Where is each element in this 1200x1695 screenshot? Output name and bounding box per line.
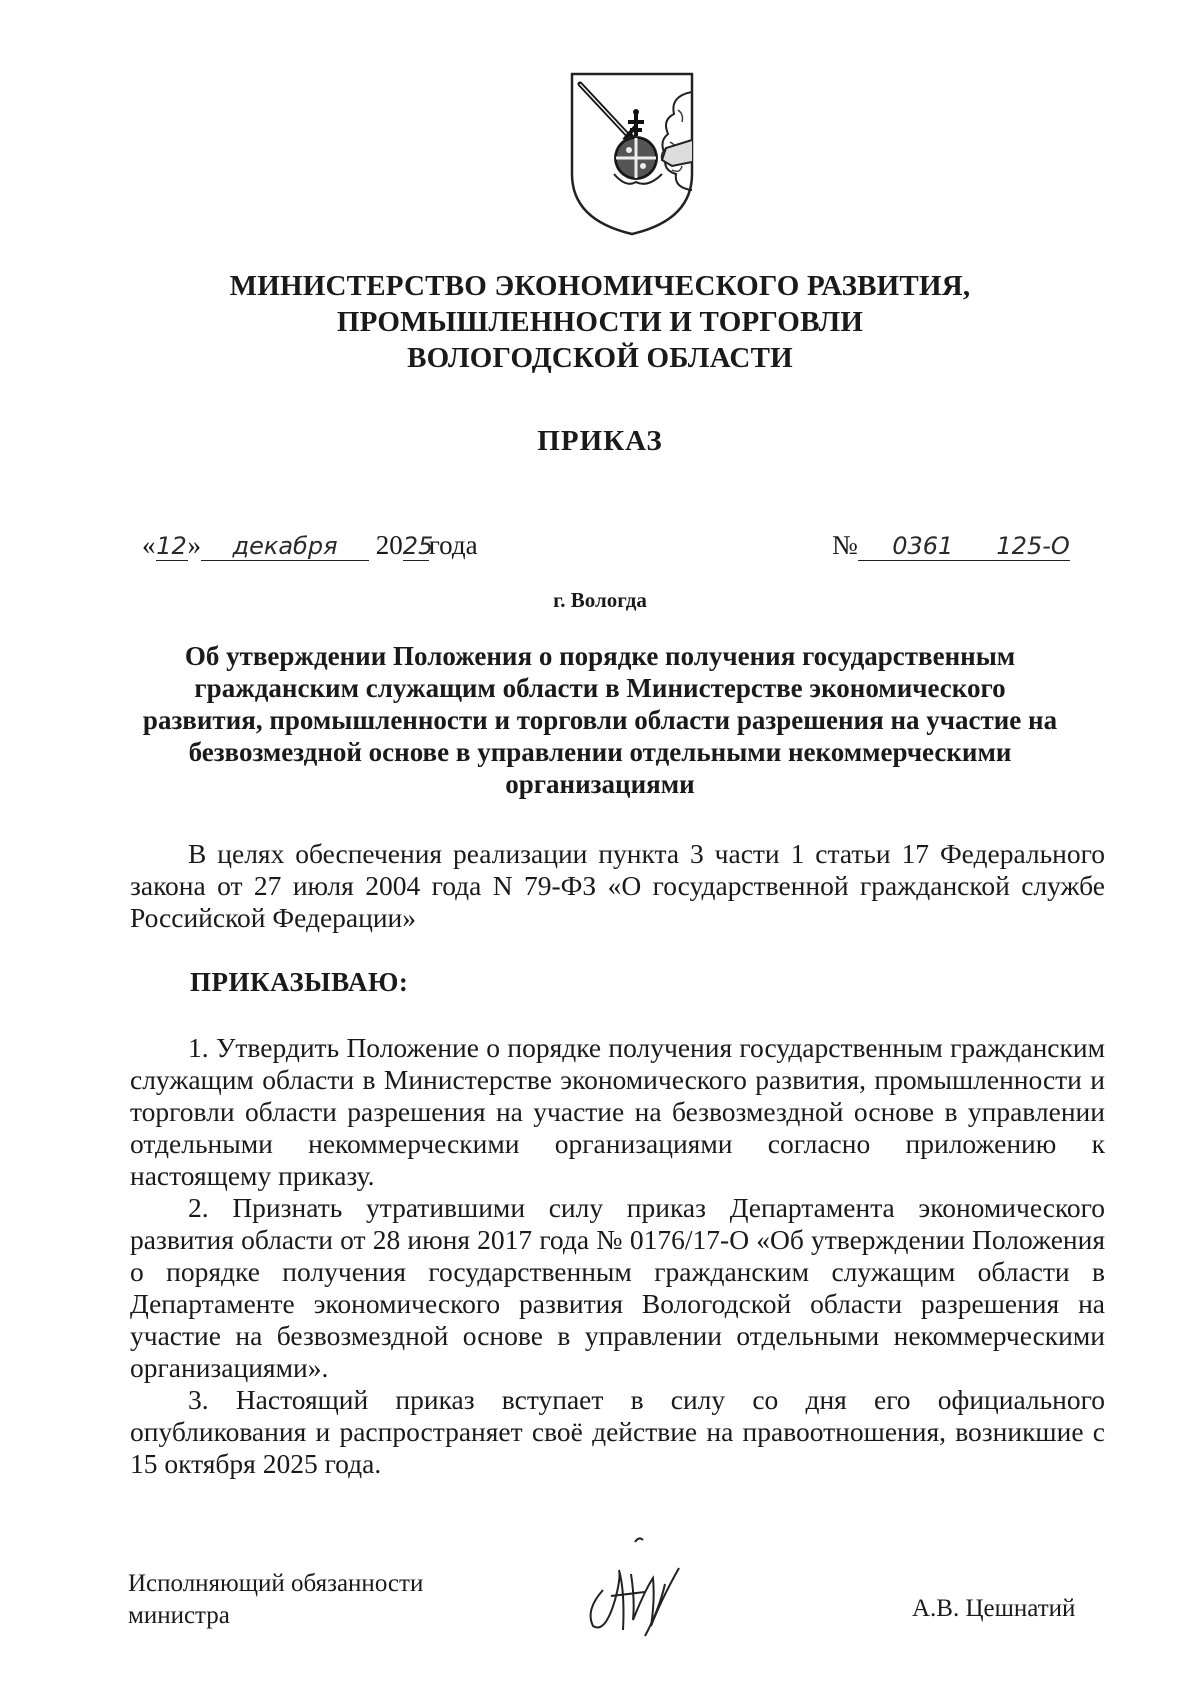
number-part-1: 0361 [858, 532, 988, 561]
document-number [832, 530, 1070, 561]
quote-close: » [187, 530, 201, 560]
signer-position-line: министра [128, 1602, 230, 1629]
ministry-line: ВОЛОГОДСКОЙ ОБЛАСТИ [407, 342, 793, 374]
preamble-text: В целях обеспечения реализации пункта 3 части 1 статьи 17 Федерального закона от 27 июля 2004 года N 79-ФЗ «О государственной гражданской службе Российской Федерации» [130, 838, 1105, 933]
subject-line: безвозмездной основе в управлении отдельными некоммерческими [188, 737, 1012, 767]
signer-position [128, 1568, 423, 1632]
coat-of-arms-icon [566, 70, 698, 238]
subject-line: развития, промышленности и торговли области разрешения на участие на [142, 705, 1058, 735]
ministry-line: ПРОМЫШЛЕННОСТИ И ТОРГОВЛИ [336, 306, 864, 338]
subject-line: гражданским служащим области в Министерстве экономического [194, 673, 1006, 703]
date-year-suffix: 25 [402, 532, 434, 560]
number-part-2: 125-О [988, 532, 1070, 561]
number-sign: № [832, 530, 858, 560]
document-type: ПРИКАЗ [537, 425, 663, 457]
order-word: ПРИКАЗЫВАЮ: [190, 967, 409, 997]
city: г. Вологда [553, 588, 647, 612]
signer-position-line: Исполняющий обязанности [128, 1570, 424, 1597]
order-item: 3. Настоящий приказ вступает в силу со дня его официального опубликования и распространяет своё действие на правоотношения, возникшие с 15 октября 2025 года. [130, 1384, 1105, 1479]
quote-open: « [142, 530, 156, 560]
ministry-name [150, 268, 1050, 376]
subject-line: Об утверждении Положения о порядке получения государственным [184, 641, 1016, 671]
subject-line: организациями [505, 769, 695, 799]
document-subject [140, 640, 1060, 800]
preamble [130, 838, 1105, 934]
handwritten-signature-icon [575, 1530, 715, 1640]
ministry-line: МИНИСТЕРСТВО ЭКОНОМИЧЕСКОГО РАЗВИТИЯ, [229, 270, 971, 302]
order-item: 2. Признать утратившими силу приказ Департамента экономического развития области от 28 июня 2017 года № 0176/17-О «Об утверждении Положения о порядке получения государственным гражданским служащим области в Департаменте экономического развития Вологодской области разрешения на участие на безвозмездной основе в управлении отдельными некоммерческими организациями». [130, 1192, 1105, 1383]
date-year-prefix: 20 [375, 530, 403, 560]
order-items [130, 1032, 1105, 1480]
date-year-word: года [428, 530, 478, 560]
order-item: 1. Утвердить Положение о порядке получения государственным гражданским служащим области в Министерстве экономического развития, промышленности и торговли области разрешения на участие на безвозмездной основе в управлении отдельными некоммерческими организациями согласно приложению к настоящему приказу. [130, 1032, 1105, 1191]
signer-name: А.В. Цешнатий [912, 1595, 1076, 1622]
date-month: декабря [201, 532, 369, 561]
date-day: 12 [156, 532, 187, 560]
date-line [142, 530, 478, 561]
